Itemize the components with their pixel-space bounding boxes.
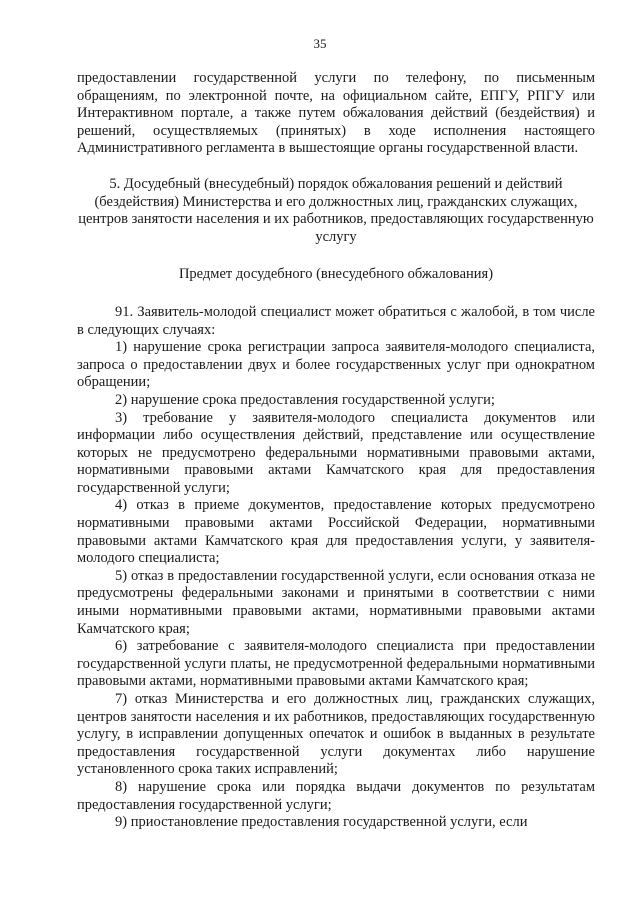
list-item-7: 7) отказ Министерства и его должностных лиц, гражданских служащих, центров занятости населения и их работников, предоставляющих государственную услугу, в исправлении допущенных опечаток и ошибок в выданных в результате предоставления государственной услуги документах либо нарушение установленного срока таких исправлений; (77, 691, 595, 778)
section-heading: 5. Досудебный (внесудебный) порядок обжалования решений и действий (бездействия) Министерства и его должностных лиц, гражданских служащих, центров занятости населения и их работников, предоставляющих государственную услугу (78, 175, 594, 245)
list-item-9: 9) приостановление предоставления государственной услуги, если (115, 814, 528, 831)
list-item-3: 3) требование у заявителя-молодого специалиста документов или информации либо осуществления действий, представление или осуществление которых не предусмотрено федеральными нормативными правовыми актами, нормативными правовыми актами Камчатского края для предоставления государственной услуги; (77, 409, 595, 496)
sub-heading: Предмет досудебного (внесудебного обжалования) (178, 266, 494, 283)
document-body (77, 70, 595, 832)
list-item-8: 8) нарушение срока или порядка выдачи документов по результатам предоставления государственной услуги; (77, 778, 595, 813)
list-item-5: 5) отказ в предоставлении государственной услуги, если основания отказа не предусмотрены федеральными законами и принятыми в соответствии с ними иными нормативными правовыми актами, нормативными правовыми актами Камчатского края; (77, 567, 595, 637)
list-item-4: 4) отказ в приеме документов, предоставление которых предусмотрено нормативными правовыми актами Российской Федерации, нормативными правовыми актами Камчатского края для предоставления услуги, у заявителя-молодого специалиста; (77, 497, 595, 567)
list-item-1: 1) нарушение срока регистрации запроса заявителя-молодого специалиста, запроса о предоставлении двух и более государственных услуг при однократном обращении; (77, 339, 595, 391)
list-item-2: 2) нарушение срока предоставления государственной услуги; (115, 391, 495, 408)
list-item-6: 6) затребование с заявителя-молодого специалиста при предоставлении государственной услуги платы, не предусмотренной федеральными нормативными правовыми актами, нормативными правовыми актами Камчатского края; (77, 638, 595, 690)
intro-paragraph: предоставлении государственной услуги по телефону, по письменным обращениям, по электронной почте, на официальном сайте, ЕПГУ, РПГУ или Интерактивном портале, а также путем обжалования действий (бездействия) и решений, осуществляемых (принятых) в ходе исполнения настоящего Административного регламента в вышестоящие органы государственной власти. (77, 70, 595, 157)
paragraph-91: 91. Заявитель-молодой специалист может обратиться с жалобой, в том числе в следующих случаях: (77, 303, 595, 338)
page-number: 35 (313, 36, 327, 51)
